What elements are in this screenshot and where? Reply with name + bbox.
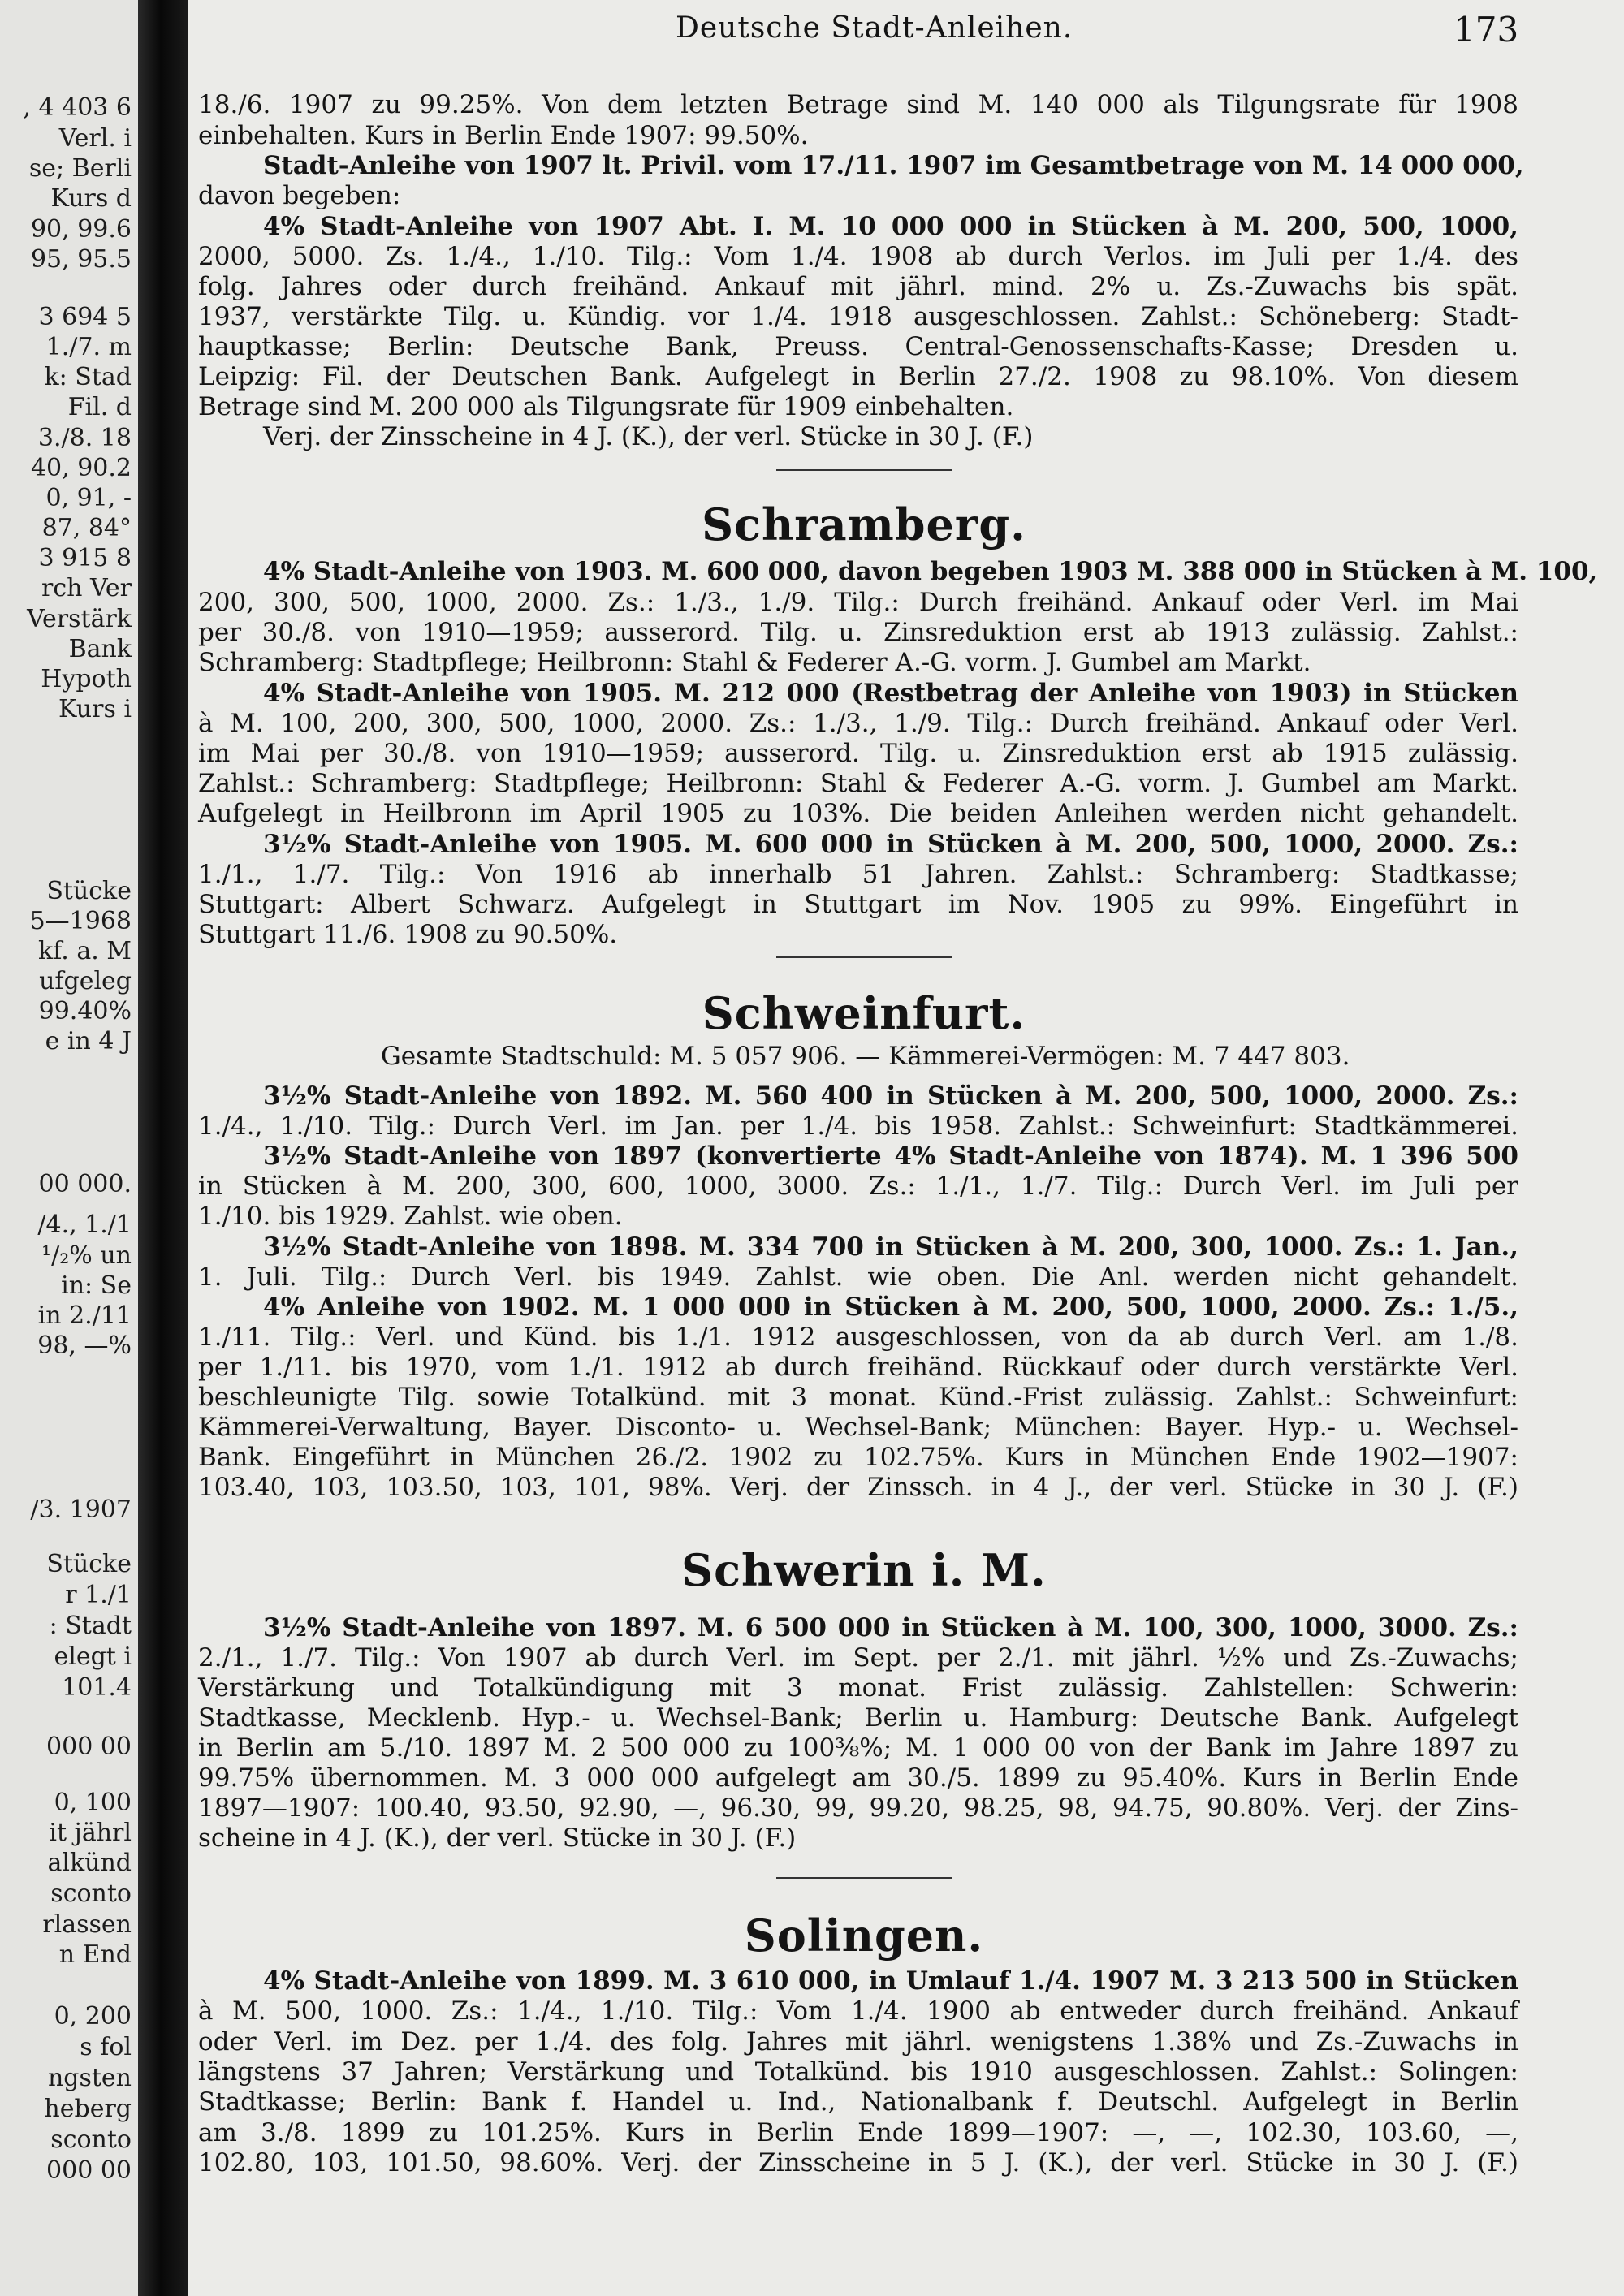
left-fragment: Stücke	[46, 1550, 132, 1578]
page-number: 173	[1453, 10, 1519, 50]
left-fragment: : Stadt	[49, 1612, 132, 1640]
text-line: 1. Juli. Tilg.: Durch Verl. bis 1949. Zahlst. wie oben. Die Anl. werden nicht gehandelt.	[198, 1262, 1518, 1292]
text-line: Aufgelegt in Heilbronn im April 1905 zu 103%. Die beiden Anleihen werden nicht gehandelt.	[198, 799, 1518, 828]
text-line: folg. Jahres oder durch freihänd. Ankauf mit jährl. mind. 2% u. Zs.-Zuwachs bis spät.	[198, 272, 1518, 301]
city-heading-solingen: Solingen.	[744, 1910, 984, 1962]
text-line: 2./1., 1./7. Tilg.: Von 1907 ab durch Verl. im Sept. per 2./1. mit jährl. ½% und Zs.-Zuwachs;	[198, 1643, 1518, 1672]
text-line: 4% Stadt-Anleihe von 1903. M. 600 000, davon begeben 1903 M. 388 000 in Stücken à M. 100,	[263, 557, 1598, 586]
text-line: 2000, 5000. Zs. 1./4., 1./10. Tilg.: Vom 1./4. 1908 ab durch Verlos. im Juli per 1./4. des	[198, 242, 1518, 271]
text-line: 102.80, 103, 101.50, 98.60%. Verj. der Zinsscheine in 5 J. (K.), der verl. Stücke in 30 J. (F.)	[198, 2148, 1518, 2177]
left-fragment: Stücke	[46, 877, 132, 905]
text-line: Stadt-Anleihe von 1907 lt. Privil. vom 17./11. 1907 im Gesamtbetrage von M. 14 000 000,	[263, 151, 1524, 180]
left-fragment: 90, 99.6	[30, 215, 132, 244]
text-line: Verj. der Zinsscheine in 4 J. (K.), der verl. Stücke in 30 J. (F.)	[263, 422, 1034, 451]
left-fragment: Bank	[68, 635, 132, 663]
left-fragment: 00 000.	[38, 1170, 132, 1198]
text-line: 1937, verstärkte Tilg. u. Kündig. vor 1./4. 1918 ausgeschlossen. Zahlst.: Schöneberg: Stadt-	[198, 302, 1518, 331]
left-fragment: 3 694 5	[38, 303, 132, 331]
right-page	[188, 0, 1624, 2296]
text-line: Schramberg: Stadtpflege; Heilbronn: Stahl & Federer A.-G. vorm. J. Gumbel am Markt.	[198, 648, 1311, 677]
text-line: oder Verl. im Dez. per 1./4. des folg. Jahres mit jährl. wenigstens 1.38% und Zs.-Zuwachs in	[198, 2027, 1518, 2056]
text-line: 1./11. Tilg.: Verl. und Künd. bis 1./1. 1912 ausgeschlossen, von da ab durch Verl. am 1./8.	[198, 1323, 1518, 1352]
left-fragment: Kurs i	[58, 695, 132, 723]
text-line: 1897—1907: 100.40, 93.50, 92.90, —, 96.30, 99, 99.20, 98.25, 98, 94.75, 90.80%. Verj. der Zins-	[198, 1793, 1518, 1823]
text-line: Betrage sind M. 200 000 als Tilgungsrate für 1909 einbehalten.	[198, 392, 1014, 421]
left-fragment: 99.40%	[38, 997, 132, 1025]
text-line: hauptkasse; Berlin: Deutsche Bank, Preuss. Central-Genossenschafts-Kasse; Dresden u.	[198, 332, 1518, 361]
text-line: in Berlin am 5./10. 1897 M. 2 500 000 zu 100⅜%; M. 1 000 00 von der Bank im Jahre 1897 zu	[198, 1733, 1518, 1763]
left-fragment: ngsten	[47, 2064, 132, 2092]
text-line: Verstärkung und Totalkündigung mit 3 monat. Frist zulässig. Zahlstellen: Schwerin:	[198, 1673, 1518, 1703]
text-line: scheine in 4 J. (K.), der verl. Stücke in 30 J. (F.)	[198, 1823, 797, 1853]
left-fragment: ¹/₂% un	[41, 1241, 132, 1270]
left-fragment: 3 915 8	[38, 544, 132, 572]
text-line: Leipzig: Fil. der Deutschen Bank. Aufgelegt in Berlin 27./2. 1908 zu 98.10%. Von diesem	[198, 362, 1518, 391]
text-line: 1./4., 1./10. Tilg.: Durch Verl. im Jan. per 1./4. bis 1958. Zahlst.: Schweinfurt: Stadtkämmerei.	[198, 1111, 1518, 1141]
page-body	[198, 0, 1598, 2296]
left-fragment: /4., 1./1	[37, 1211, 132, 1239]
text-line: im Mai per 30./8. von 1910—1959; ausserord. Tilg. u. Zinsreduktion erst ab 1915 zulässig.	[198, 739, 1518, 768]
text-line: einbehalten. Kurs in Berlin Ende 1907: 99.50%.	[198, 121, 809, 150]
text-line: 3½% Stadt-Anleihe von 1892. M. 560 400 in Stücken à M. 200, 500, 1000, 2000. Zs.:	[263, 1081, 1518, 1111]
text-line: 103.40, 103, 103.50, 103, 101, 98%. Verj. der Zinssch. in 4 J., der verl. Stücke in 30 J. (F.)	[198, 1473, 1518, 1502]
text-line: 3½% Stadt-Anleihe von 1898. M. 334 700 in Stücken à M. 200, 300, 1000. Zs.: 1. Jan.,	[263, 1232, 1518, 1262]
left-page-margin	[0, 0, 138, 2296]
left-fragment: Kurs d	[50, 184, 132, 213]
left-fragment: in 2./11	[37, 1301, 132, 1330]
left-fragment: sconto	[50, 2126, 132, 2154]
text-line: 3½% Stadt-Anleihe von 1905. M. 600 000 in Stücken à M. 200, 500, 1000, 2000. Zs.:	[263, 830, 1518, 859]
text-line: am 3./8. 1899 zu 101.25%. Kurs in Berlin Ende 1899—1907: —, —, 102.30, 103.60, —,	[198, 2118, 1518, 2147]
left-fragment: kf. a. M	[38, 937, 132, 965]
section-divider	[776, 469, 952, 471]
text-line: per 1./11. bis 1970, vom 1./1. 1912 ab durch freihänd. Rückkauf oder durch verstärkte Verl.	[198, 1353, 1518, 1382]
left-fragment: ufgeleg	[39, 967, 132, 995]
text-line: 1./10. bis 1929. Zahlst. wie oben.	[198, 1202, 623, 1231]
left-fragment: heberg	[44, 2095, 132, 2123]
text-line: beschleunigte Tilg. sowie Totalkünd. mit 3 monat. Künd.-Frist zulässig. Zahlst.: Schweinfurt:	[198, 1383, 1518, 1412]
left-fragment: , 4 403 6	[23, 93, 132, 122]
left-fragment: Fil. d	[67, 393, 132, 421]
left-fragment: n End	[58, 1940, 132, 1969]
text-line: Zahlst.: Schramberg: Stadtpflege; Heilbronn: Stahl & Federer A.-G. vorm. J. Gumbel am Markt.	[198, 769, 1518, 798]
text-line: Stuttgart 11./6. 1908 zu 90.50%.	[198, 920, 618, 949]
left-fragment: 40, 90.2	[30, 454, 132, 482]
left-fragment: se; Berli	[28, 154, 132, 183]
left-fragment: 87, 84°	[41, 514, 132, 542]
left-fragment: 0, 91, -	[45, 484, 132, 512]
text-line: 200, 300, 500, 1000, 2000. Zs.: 1./3., 1./9. Tilg.: Durch freihänd. Ankauf oder Verl. im Mai	[198, 588, 1518, 617]
text-line: Stadtkasse; Berlin: Bank f. Handel u. Ind., Nationalbank f. Deutschl. Aufgelegt in Berlin	[198, 2087, 1518, 2117]
text-line: davon begeben:	[198, 181, 401, 210]
left-fragment: r 1./1	[65, 1581, 132, 1609]
left-fragment: 5—1968	[29, 907, 132, 935]
text-line: 4% Stadt-Anleihe von 1907 Abt. I. M. 10 000 000 in Stücken à M. 200, 500, 1000,	[263, 212, 1518, 241]
text-line: in Stücken à M. 200, 300, 600, 1000, 3000. Zs.: 1./1., 1./7. Tilg.: Durch Verl. im Juli per	[198, 1172, 1518, 1201]
book-gutter	[138, 0, 188, 2296]
text-line: 4% Anleihe von 1902. M. 1 000 000 in Stücken à M. 200, 500, 1000, 2000. Zs.: 1./5.,	[263, 1293, 1518, 1322]
left-fragment: 0, 200	[54, 2002, 132, 2031]
text-line: längstens 37 Jahren; Verstärkung und Totalkünd. bis 1910 ausgeschlossen. Zahlst.: Solingen:	[198, 2057, 1518, 2087]
running-head: Deutsche Stadt-Anleihen.	[676, 11, 1073, 45]
left-fragment: 000 00	[46, 1733, 132, 1761]
left-fragment: alkünd	[47, 1849, 132, 1877]
left-fragment: e in 4 J	[45, 1027, 132, 1055]
left-fragment: /3. 1907	[30, 1495, 132, 1524]
text-line: Stuttgart: Albert Schwarz. Aufgelegt in Stuttgart im Nov. 1905 zu 99%. Eingeführt in	[198, 890, 1518, 919]
left-fragment: 000 00	[46, 2156, 132, 2185]
left-fragment: 1./7. m	[45, 333, 132, 361]
left-fragment: rch Ver	[41, 574, 132, 602]
section-divider	[776, 1877, 952, 1879]
left-fragment: 0, 100	[54, 1789, 132, 1817]
left-fragment: 101.4	[62, 1673, 132, 1702]
left-fragment: k: Stad	[44, 363, 132, 391]
left-fragment: in: Se	[61, 1271, 132, 1300]
left-fragment: elegt i	[54, 1642, 132, 1671]
section-divider	[776, 956, 952, 958]
text-line: 3½% Stadt-Anleihe von 1897 (konvertierte 4% Stadt-Anleihe von 1874). M. 1 396 500	[263, 1142, 1518, 1171]
text-line: 99.75% übernommen. M. 3 000 000 aufgelegt am 30./5. 1899 zu 95.40%. Kurs in Berlin Ende	[198, 1763, 1518, 1793]
text-line: à M. 500, 1000. Zs.: 1./4., 1./10. Tilg.: Vom 1./4. 1900 ab entweder durch freihänd. Ankauf	[198, 1996, 1518, 2026]
city-heading-schwerin: Schwerin i. M.	[681, 1544, 1047, 1596]
text-line: 3½% Stadt-Anleihe von 1897. M. 6 500 000 in Stücken à M. 100, 300, 1000, 3000. Zs.:	[263, 1613, 1518, 1642]
city-heading-schweinfurt: Schweinfurt.	[702, 987, 1026, 1039]
left-fragment: Hypoth	[41, 665, 132, 693]
left-fragment: 95, 95.5	[30, 245, 132, 274]
left-fragment: 98, —%	[37, 1331, 132, 1360]
city-heading-schramberg: Schramberg.	[702, 498, 1026, 550]
text-line: 1./1., 1./7. Tilg.: Von 1916 ab innerhalb 51 Jahren. Zahlst.: Schramberg: Stadtkasse;	[198, 860, 1518, 889]
left-fragment: sconto	[50, 1880, 132, 1908]
text-line: 18./6. 1907 zu 99.25%. Von dem letzten Betrage sind M. 140 000 als Tilgungsrate für 1908	[198, 90, 1518, 119]
left-fragment: 3./8. 18	[37, 424, 132, 452]
text-line: per 30./8. von 1910—1959; ausserord. Tilg. u. Zinsreduktion erst ab 1913 zulässig. Zahlst.:	[198, 618, 1518, 647]
left-fragment: Verl. i	[58, 124, 132, 153]
text-line: Gesamte Stadtschuld: M. 5 057 906. — Kämmerei-Vermögen: M. 7 447 803.	[381, 1042, 1350, 1071]
left-fragment: s fol	[80, 2033, 132, 2061]
text-line: 4% Stadt-Anleihe von 1899. M. 3 610 000, in Umlauf 1./4. 1907 M. 3 213 500 in Stücken	[263, 1966, 1518, 1996]
text-line: Stadtkasse, Mecklenb. Hyp.- u. Wechsel-Bank; Berlin u. Hamburg: Deutsche Bank. Aufgelegt	[198, 1703, 1518, 1733]
left-fragment: rlassen	[42, 1910, 132, 1939]
left-fragment: Verstärk	[27, 605, 132, 633]
left-fragment: it jährl	[49, 1819, 132, 1847]
text-line: 4% Stadt-Anleihe von 1905. M. 212 000 (Restbetrag der Anleihe von 1903) in Stücken	[263, 679, 1518, 708]
text-line: Bank. Eingeführt in München 26./2. 1902 zu 102.75%. Kurs in München Ende 1902—1907:	[198, 1443, 1518, 1472]
text-line: à M. 100, 200, 300, 500, 1000, 2000. Zs.: 1./3., 1./9. Tilg.: Durch freihänd. Ankauf oder Verl.	[198, 709, 1518, 738]
text-line: Kämmerei-Verwaltung, Bayer. Disconto- u. Wechsel-Bank; München: Bayer. Hyp.- u. Wechsel-	[198, 1413, 1518, 1442]
